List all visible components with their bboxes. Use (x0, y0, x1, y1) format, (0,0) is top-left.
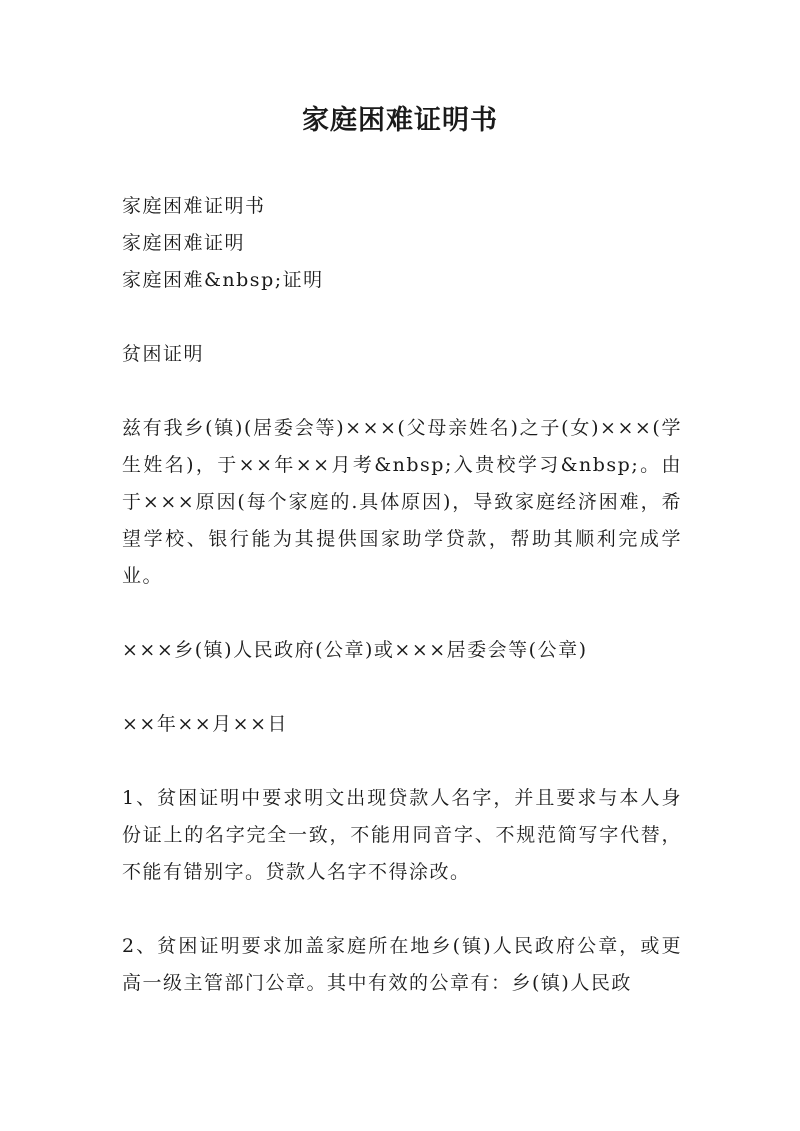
subtitle-line-1: 家庭困难证明书 (122, 195, 266, 217)
spacer (122, 669, 682, 706)
document-body (122, 188, 682, 1002)
section-heading: 贫困证明 (122, 343, 205, 365)
note-paragraph-2: 2、贫困证明要求加盖家庭所在地乡(镇)人民政府公章，或更高一级主管部门公章。其中有效的公章有：乡(镇)人民政 (122, 935, 682, 994)
spacer (122, 373, 682, 410)
date-line: ××年××月××日 (122, 713, 289, 735)
note-paragraph-1: 1、贫困证明中要求明文出现贷款人名字，并且要求与本人身份证上的名字完全一致，不能用同音字、不规范简写字代替，不能有错别字。贷款人名字不得涂改。 (122, 787, 682, 883)
issuer-line: ×××乡(镇)人民政府(公章)或×××居委会等(公章) (122, 639, 588, 661)
spacer (122, 595, 682, 632)
document-title: 家庭困难证明书 (302, 105, 498, 136)
spacer (122, 891, 682, 928)
subtitle-line-3: 家庭困难&nbsp;证明 (122, 269, 324, 291)
body-paragraph: 兹有我乡(镇)(居委会等)×××(父母亲姓名)之子(女)×××(学生姓名)，于××年××月考&nbsp;入贵校学习&nbsp;。由于×××原因(每个家庭的.具体原因)，导致家庭经济困难，希望学校、银行能为其提供国家助学贷款，帮助其顺利完成学业。 (122, 417, 682, 587)
spacer (122, 299, 682, 336)
subtitle-line-2: 家庭困难证明 (122, 232, 246, 254)
spacer (122, 743, 682, 780)
